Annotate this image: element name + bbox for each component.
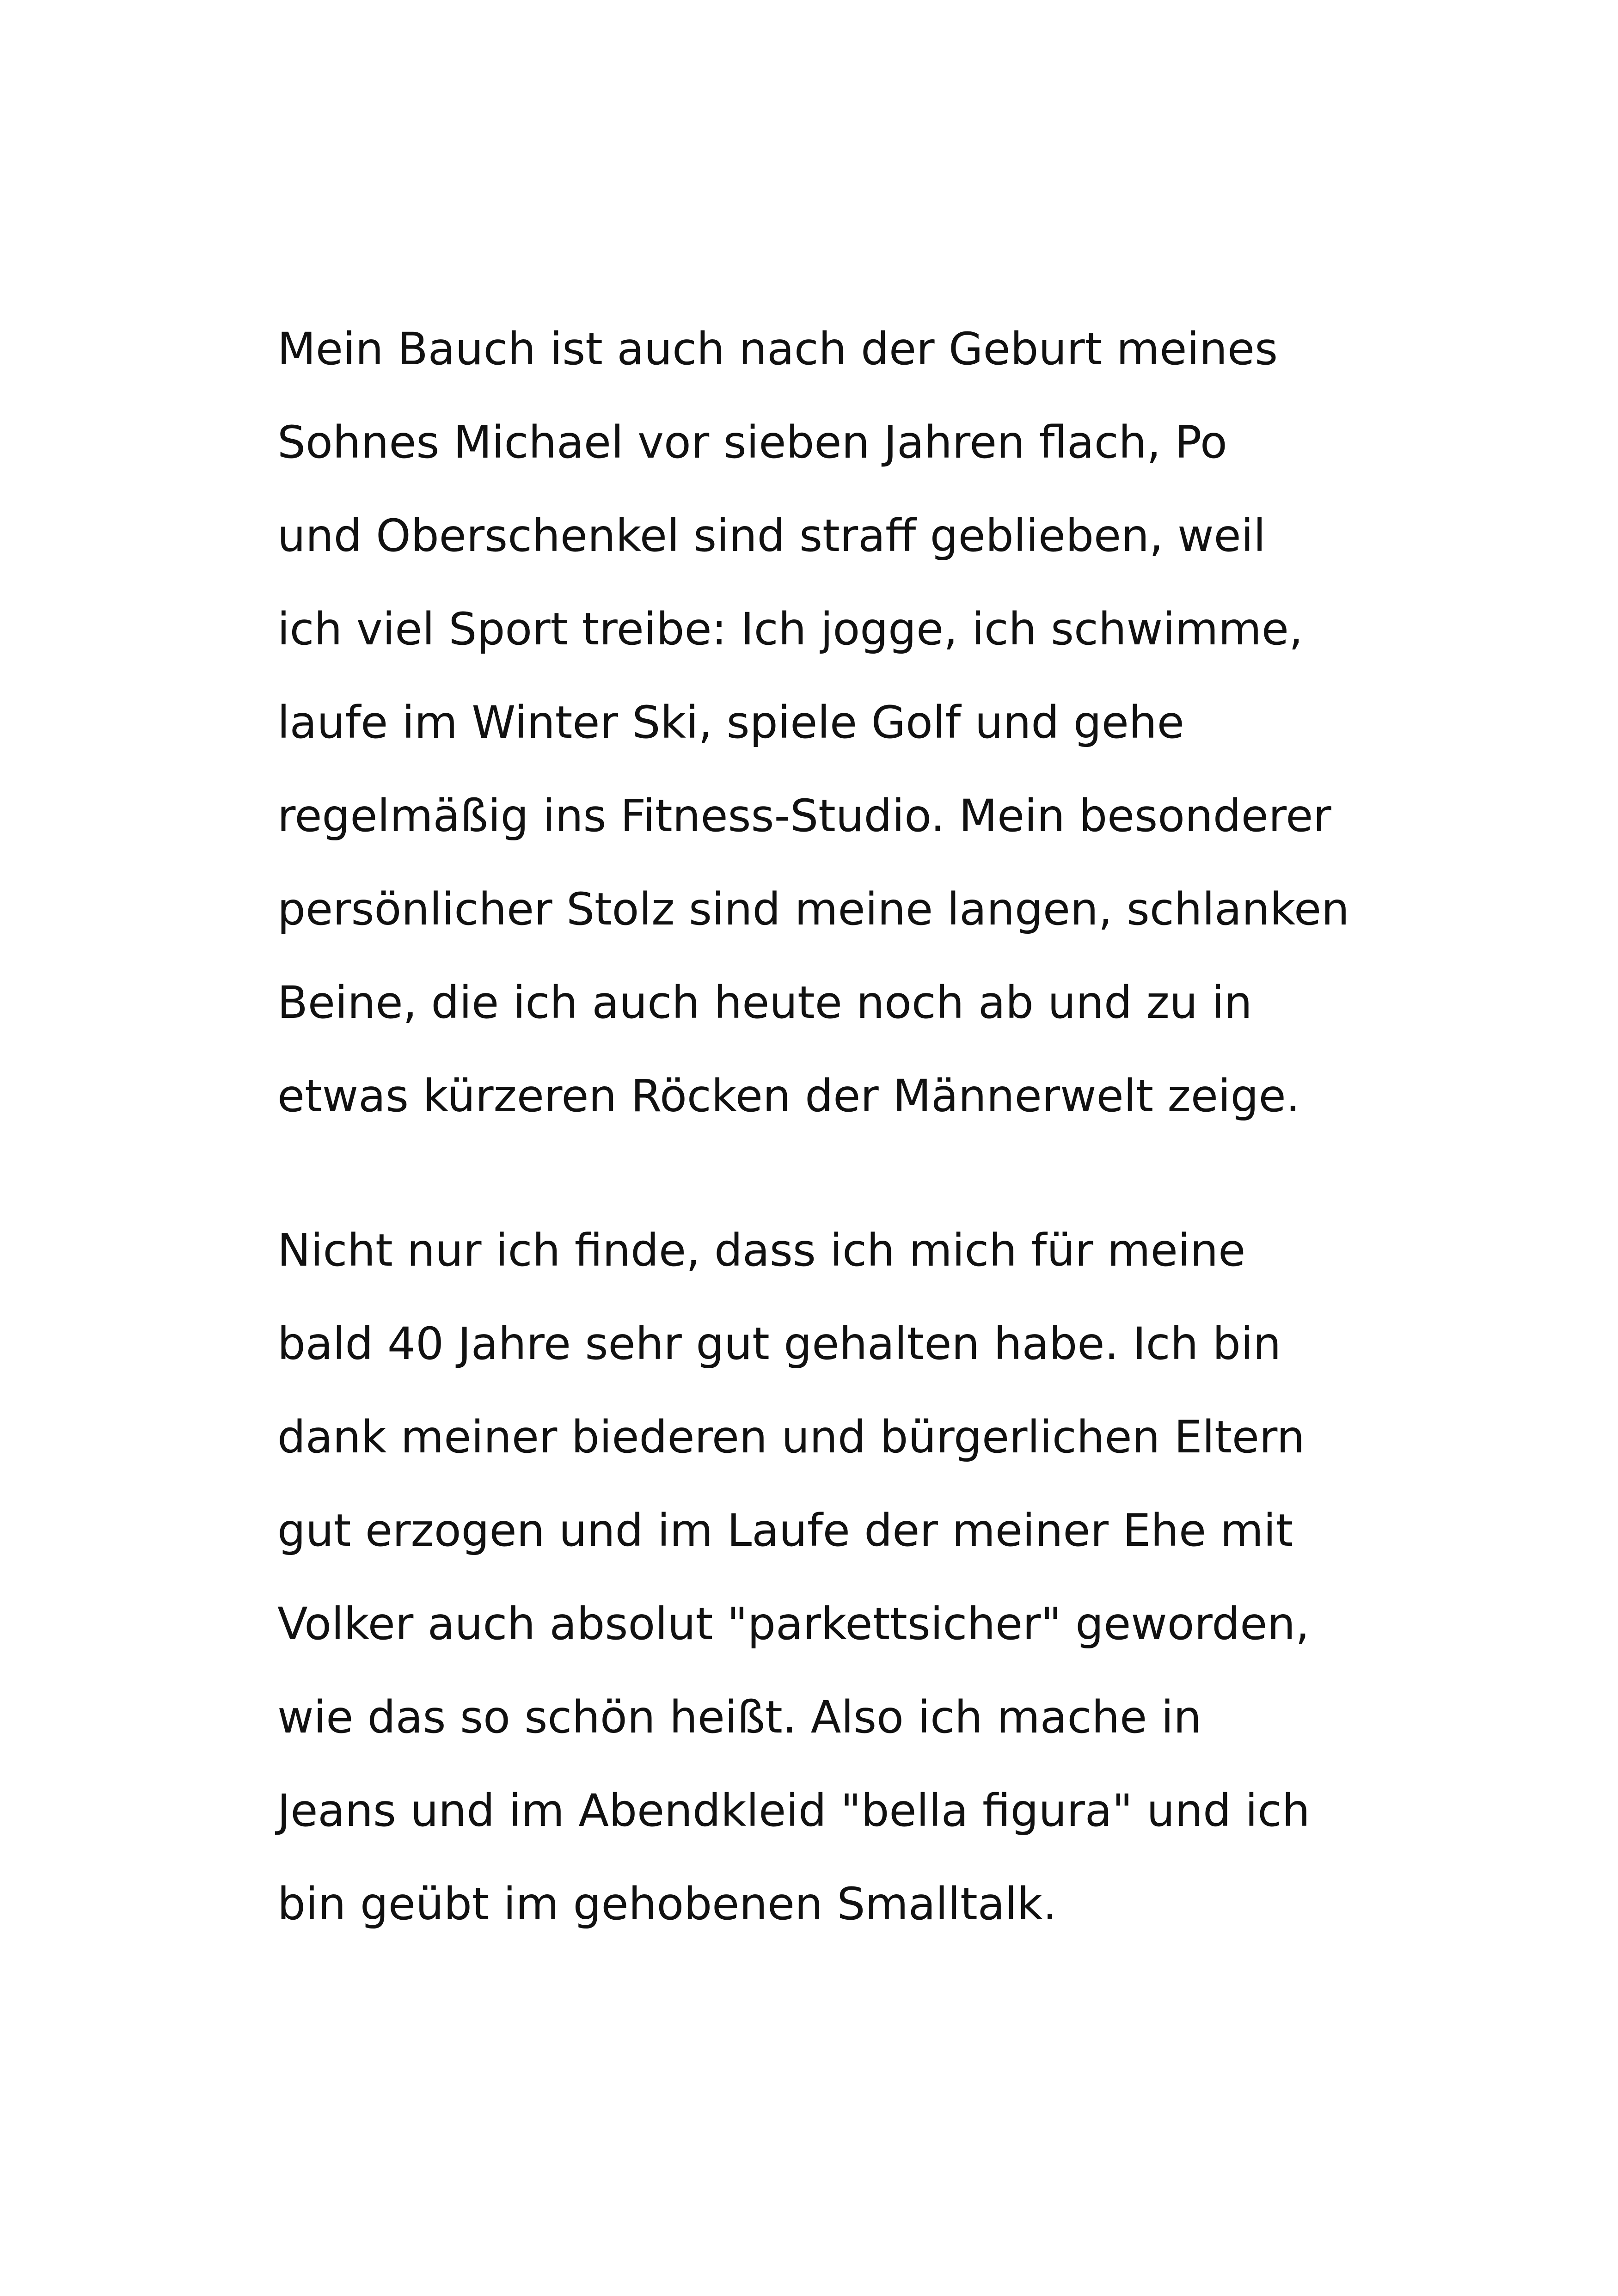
text-line: bald 40 Jahre sehr gut gehalten habe. Ich bin — [277, 1318, 1281, 1370]
text-line: dank meiner biederen und bürgerlichen Eltern — [277, 1411, 1305, 1463]
paragraph-1 — [277, 319, 1378, 1159]
text-line: bin geübt im gehobenen Smalltalk. — [277, 1878, 1057, 1930]
text-line: Sohnes Michael vor sieben Jahren flach, Po — [277, 416, 1227, 468]
text-line: gut erzogen und im Laufe der meiner Ehe mit — [277, 1505, 1293, 1556]
text-line: wie das so schön heißt. Also ich mache in — [277, 1691, 1202, 1743]
text-line: etwas kürzeren Röcken der Männerwelt zeige. — [277, 1070, 1300, 1122]
paragraph-2 — [277, 1220, 1378, 1967]
text-line: Volker auch absolut "parkettsicher" geworden, — [277, 1598, 1310, 1650]
text-line: Beine, die ich auch heute noch ab und zu in — [277, 977, 1252, 1029]
text-line: ich viel Sport treibe: Ich jogge, ich schwimme, — [277, 603, 1303, 655]
text-line: laufe im Winter Ski, spiele Golf und gehe — [277, 697, 1184, 748]
text-line: Mein Bauch ist auch nach der Geburt meines — [277, 323, 1278, 375]
text-line: persönlicher Stolz sind meine langen, schlanken — [277, 883, 1349, 935]
text-line: Nicht nur ich finde, dass ich mich für meine — [277, 1225, 1246, 1276]
text-line: Jeans und im Abendkleid "bella figura" und ich — [277, 1785, 1310, 1837]
text-line: regelmäßig ins Fitness-Studio. Mein besonderer — [277, 790, 1331, 842]
text-line: und Oberschenkel sind straff geblieben, weil — [277, 510, 1266, 562]
